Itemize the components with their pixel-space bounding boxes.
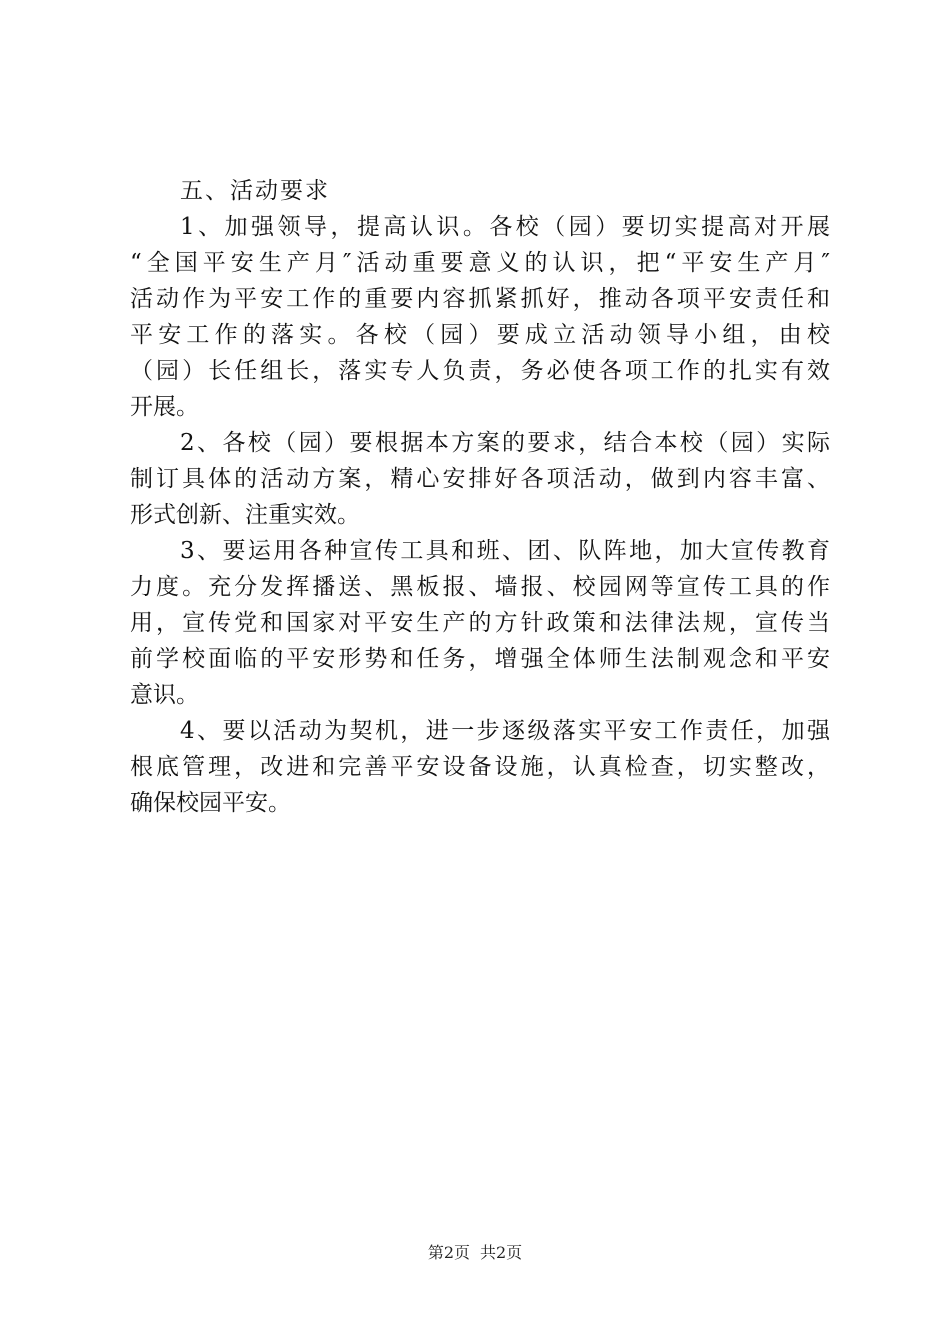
document-body: [130, 173, 830, 821]
paragraph-1: [130, 209, 830, 425]
page-total: 共2页: [480, 1243, 523, 1262]
paragraph-line: 形式创新、注重实效。: [130, 502, 360, 528]
paragraph-line: （园）长任组长，落实专人负责，务必使各项工作的扎实有效: [130, 358, 830, 384]
paragraph-line: 2、各校（园）要根据本方案的要求，结合本校（园）实际: [180, 430, 830, 456]
page-footer: [0, 1242, 950, 1264]
paragraph-line: 前学校面临的平安形势和任务，增强全体师生法制观念和平安: [130, 646, 830, 672]
paragraph-3: [130, 533, 830, 713]
paragraph-line: 意识。: [130, 682, 199, 708]
paragraph-line: 开展。: [130, 394, 199, 420]
paragraph-line: 制订具体的活动方案，精心安排好各项活动，做到内容丰富、: [130, 466, 830, 492]
page-number: 第2页: [427, 1243, 470, 1262]
paragraph-line: 4、要以活动为契机，进一步逐级落实平安工作责任，加强: [180, 718, 830, 744]
paragraph-4: [130, 713, 830, 821]
paragraph-line: 平安工作的落实。各校（园）要成立活动领导小组，由校: [130, 322, 830, 348]
paragraph-line: 活动作为平安工作的重要内容抓紧抓好，推动各项平安责任和: [130, 286, 830, 312]
paragraph-line: 1、加强领导，提高认识。各校（园）要切实提高对开展: [180, 214, 830, 240]
section-heading: 五、活动要求: [180, 178, 330, 204]
paragraph-line: 力度。充分发挥播送、黑板报、墙报、校园网等宣传工具的作: [130, 574, 830, 600]
paragraph-line: 用，宣传党和国家对平安生产的方针政策和法律法规，宣传当: [130, 610, 830, 636]
paragraph-line: “全国平安生产月″活动重要意义的认识，把“平安生产月″: [130, 250, 830, 276]
paragraph-line: 3、要运用各种宣传工具和班、团、队阵地，加大宣传教育: [180, 538, 830, 564]
paragraph-line: 根底管理，改进和完善平安设备设施，认真检查，切实整改，: [130, 754, 830, 780]
paragraph-2: [130, 425, 830, 533]
paragraph-line: 确保校园平安。: [130, 790, 291, 816]
